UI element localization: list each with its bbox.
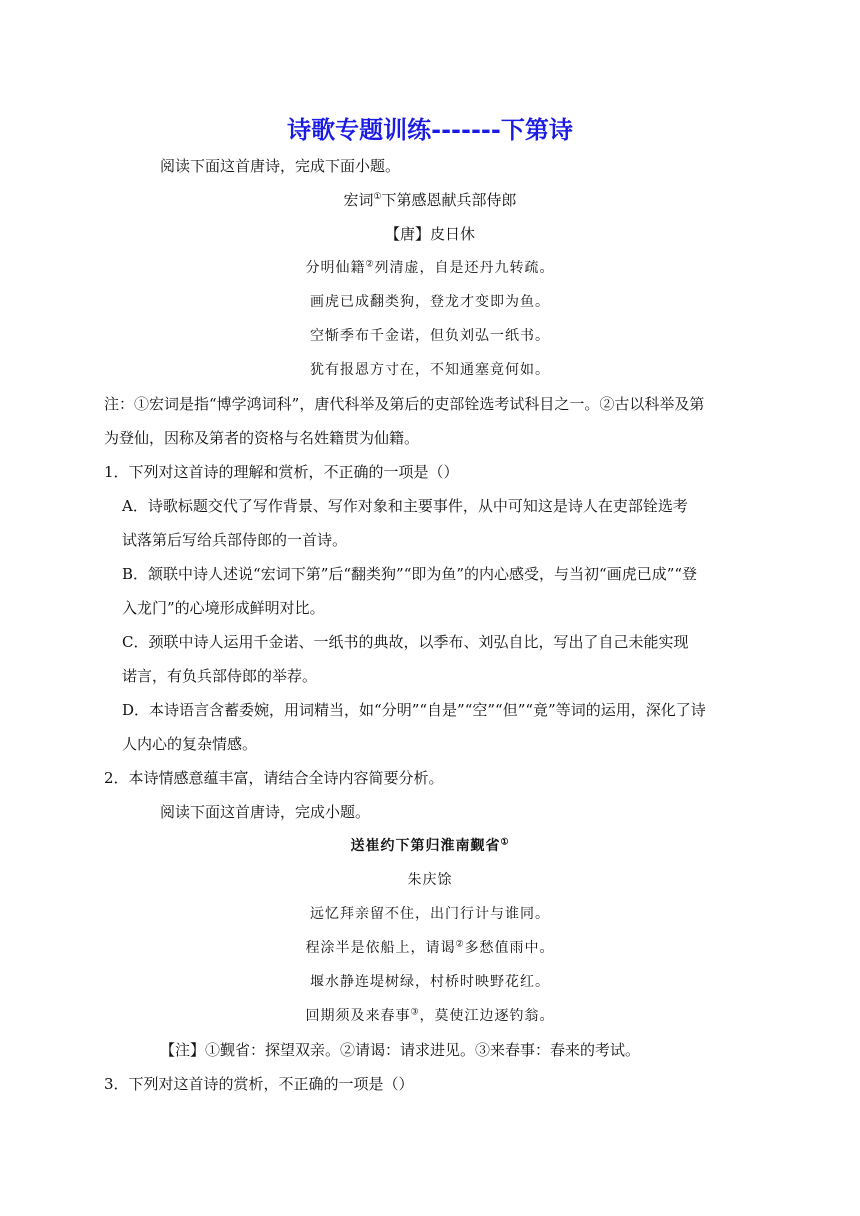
section2-intro: 阅读下面这首唐诗，完成小题。 [160,803,371,821]
footnote-marker: ① [373,192,382,202]
poem2-line-4: 回期须及来春事③，莫使江边逐钓翁。 [305,1007,555,1024]
poem1-line-4: 犹有报恩方寸在，不知通塞竟何如。 [310,362,550,378]
poem2-title: 送崔约下第归淮南觐省① [350,837,510,854]
poem1-line-1: 分明仙籍②列清虚，自是还丹九转疏。 [305,259,555,276]
section1-intro: 阅读下面这首唐诗，完成下面小题。 [160,157,401,175]
poem2-author: 朱庆馀 [407,872,453,888]
footnote-marker: ① [500,837,510,848]
question-1-option-c: C．颈联中诗人运用千金诺、一纸书的典故，以季布、刘弘自比，写出了自己未能实现 [122,633,689,651]
poem2-line-1: 远忆拜亲留不住，出门行计与谁同。 [310,906,550,922]
poem2-line-3: 堰水静连堤树绿，村桥时映野花红。 [310,974,550,990]
question-1-option-d-cont: 人内心的复杂情感。 [122,735,258,753]
poem2-note: 【注】①觐省：探望双亲。②请谒：请求进见。③来春事：春来的考试。 [160,1041,641,1059]
poem1-author: 【唐】皮日休 [384,225,475,243]
question-1-option-a-cont: 试落第后写给兵部侍郎的一首诗。 [122,531,348,549]
poem1-line-2: 画虎已成翻类狗，登龙才变即为鱼。 [310,294,550,310]
question-1-option-d: D．本诗语言含蓄委婉，用词精当，如“分明”“自是”“空”“但”“竟”等词的运用，深化了诗 [122,701,706,719]
page-title: 诗歌专题训练-------下第诗 [287,116,573,144]
poem1-note-line-1: 注：①宏词是指“博学鸿词科”，唐代科举及第后的吏部铨选考试科目之一。②古以科举及第 [104,395,705,413]
question-1-option-c-cont: 诺言，有负兵部侍郎的举荐。 [122,667,318,685]
question-1-option-b: B．颔联中诗人述说“宏词下第”后“翻类狗”“即为鱼”的内心感受，与当初“画虎已成”“登 [122,565,698,583]
question-1-option-b-cont: 入龙门”的心境形成鲜明对比。 [122,599,325,617]
question-1-stem: 1．下列对这首诗的理解和赏析，不正确的一项是（） [104,463,459,481]
poem1-title: 宏词①下第感恩献兵部侍郎 [343,191,517,209]
poem2-line-2: 程涂半是依船上，请谒②多愁值雨中。 [305,939,555,956]
question-1-option-a: A．诗歌标题交代了写作背景、写作对象和主要事件，从中可知这是诗人在吏部铨选考 [122,497,688,515]
question-3-stem: 3．下列对这首诗的赏析，不正确的一项是（） [104,1075,414,1093]
poem1-line-3: 空惭季布千金诺，但负刘弘一纸书。 [310,328,550,344]
question-2-stem: 2．本诗情感意蕴丰富，请结合全诗内容简要分析。 [104,769,444,787]
poem1-note-line-2: 为登仙，因称及第者的资格与名姓籍贯为仙籍。 [104,429,420,447]
